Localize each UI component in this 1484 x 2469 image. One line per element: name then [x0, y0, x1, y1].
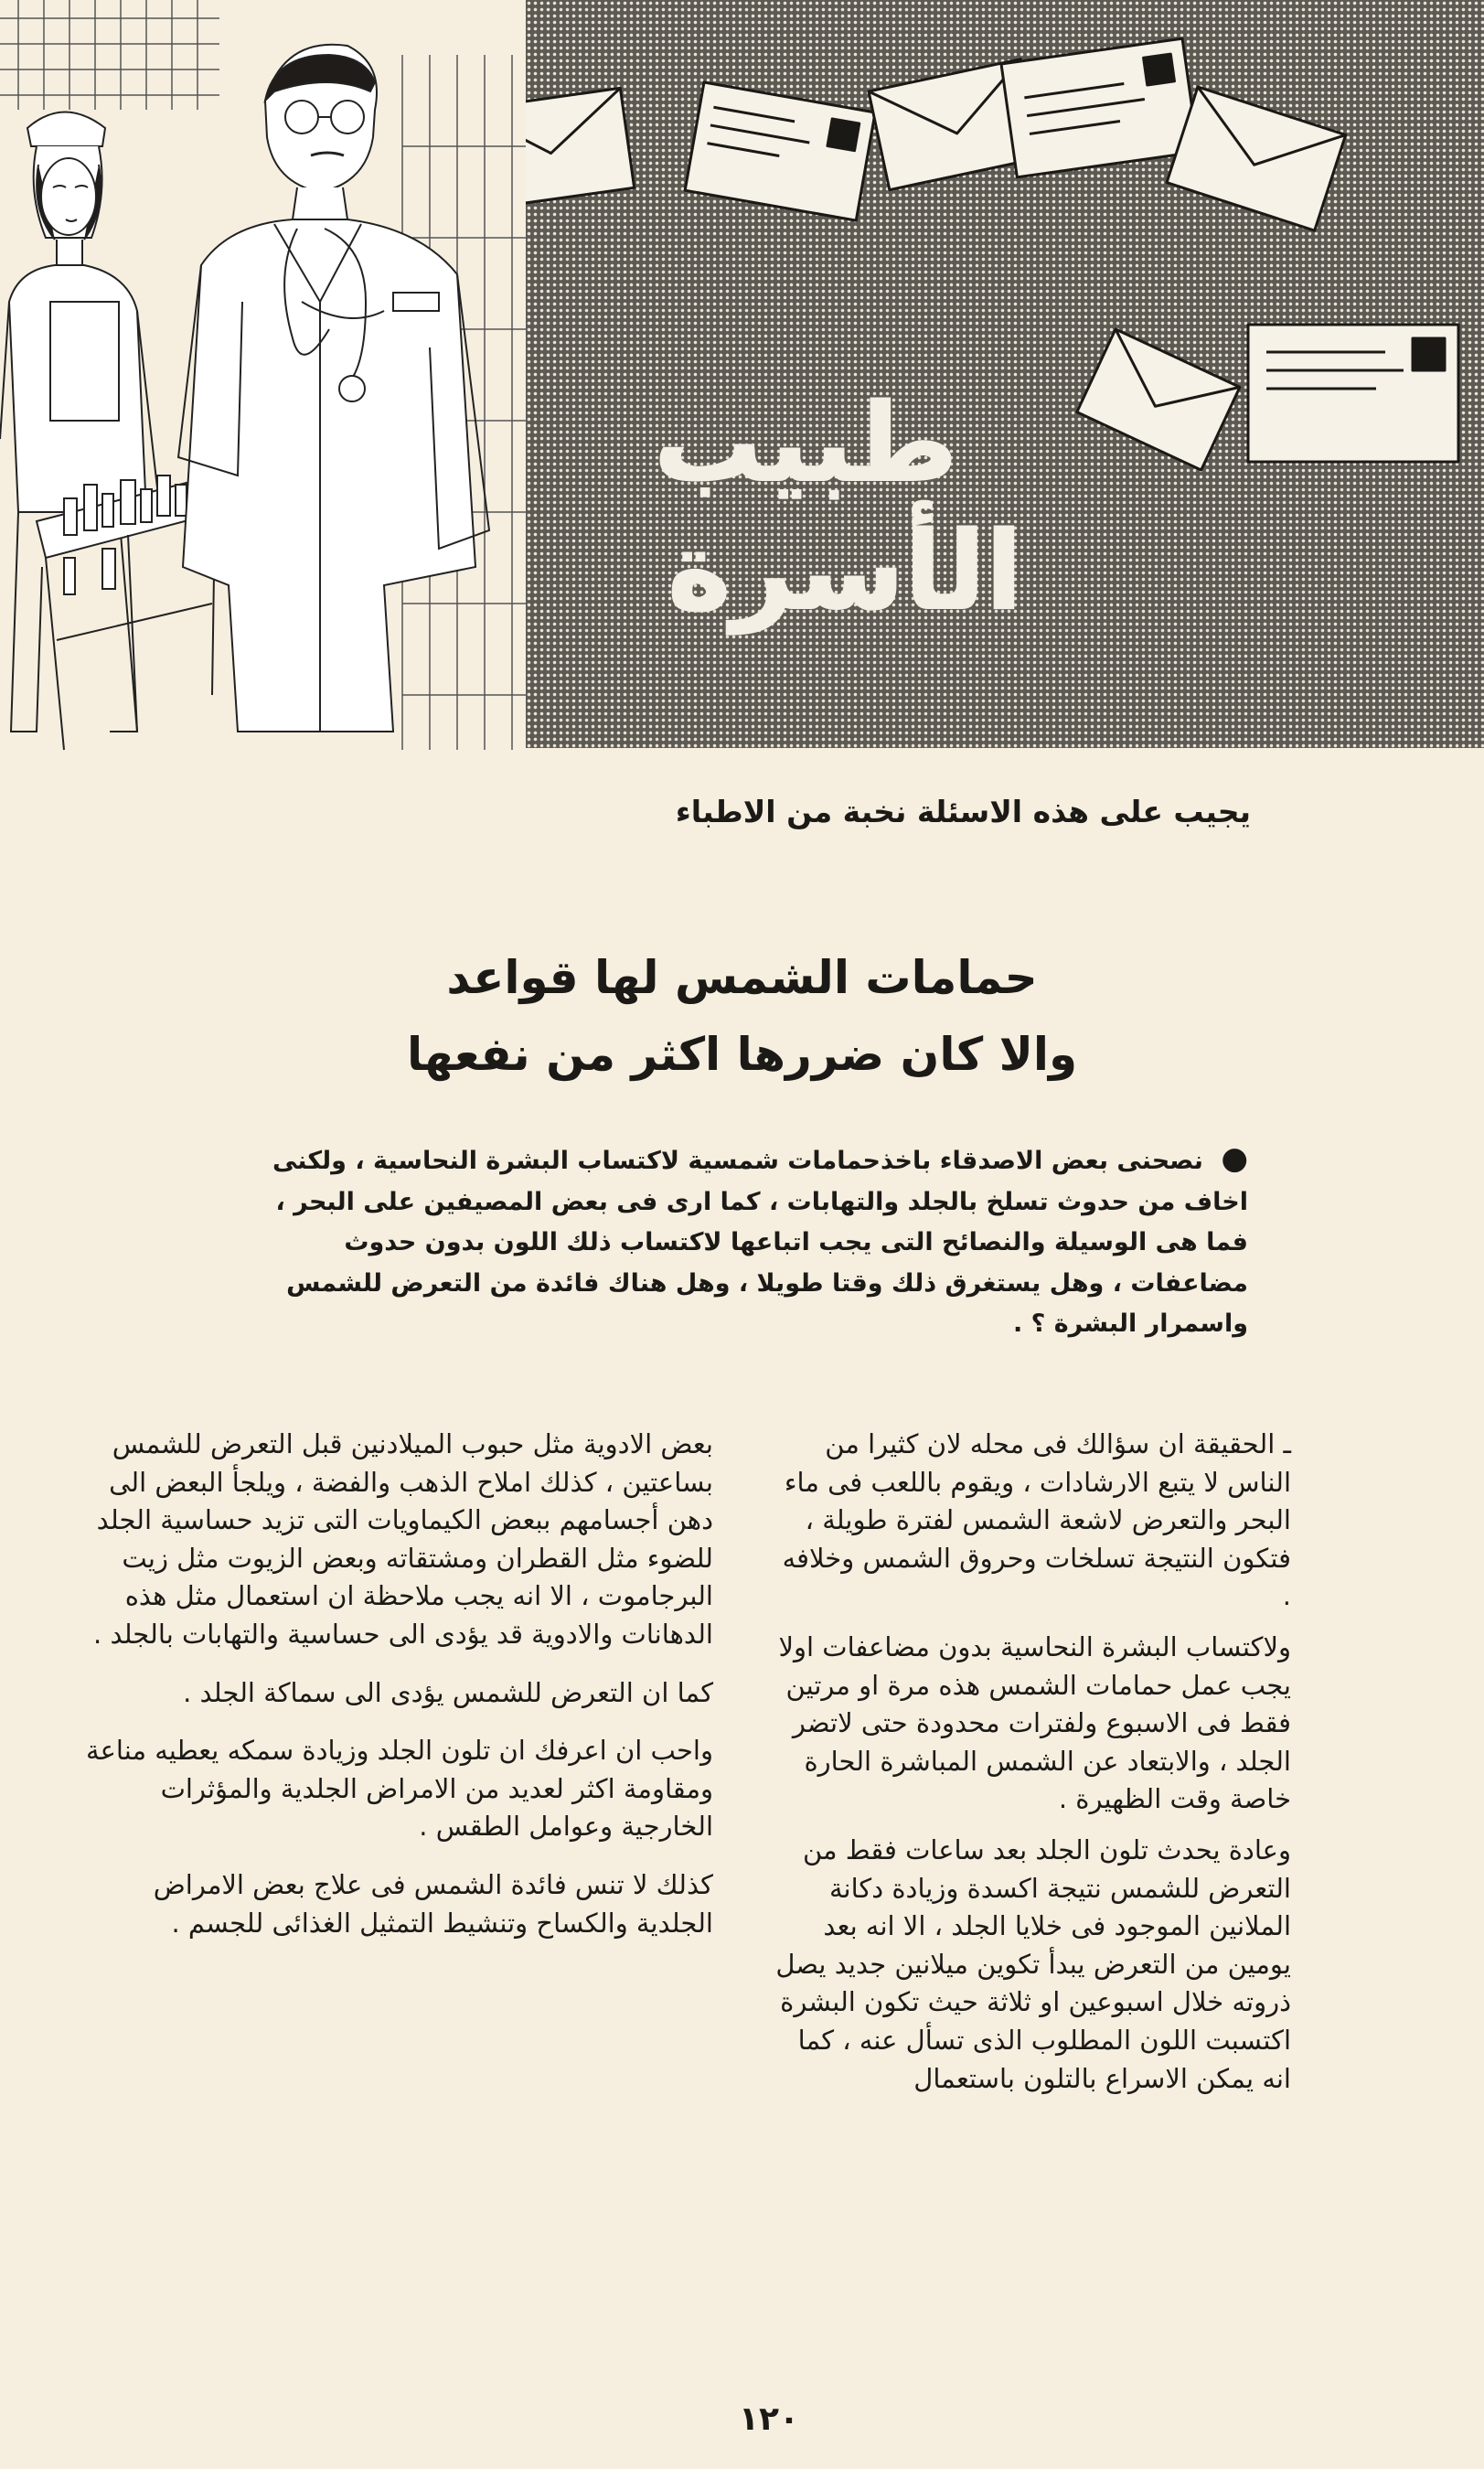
answer-column-2	[73, 1426, 713, 1962]
reader-question	[233, 1138, 1248, 1345]
doctors-illustration	[0, 0, 526, 759]
header-illustration	[0, 0, 1484, 759]
headline-line-2: والا كان ضررها اكثر من نفعها	[406, 1028, 1078, 1081]
answer-paragraph: بعض الادوية مثل حبوب الميلادنين قبل التعرض للشمس بساعتين ، كذلك املاح الذهب والفضة ، ويلجأ البعض الى دهن أجسامهم ببعض الكيماويات التى تزيد حساسية الجلد للضوء مثل القطران ومشتقاته وبعض الزيوت مثل زيت البرجاموت ، الا انه يجب ملاحظة ان استعمال مثل هذه الدهانات والادوية قد يؤدى الى حساسية والتهابات بالجلد .	[93, 1428, 713, 1650]
answer-paragraph: ـ الحقيقة ان سؤالك فى محله لان كثيرا من الناس لا يتبع الارشادات ، ويقوم باللعب فى ماء البحر والتعرض لاشعة الشمس لفترة طويلة ، فتكون النتيجة تسلخات وحروق الشمس وخلافه .	[782, 1428, 1291, 1612]
dotted-title-panel	[526, 0, 1484, 748]
answer-paragraph: كما ان التعرض للشمس يؤدى الى سماكة الجلد .	[183, 1676, 713, 1708]
intro-subtitle: يجيب على هذه الاسئلة نخبة من الاطباء	[675, 794, 1251, 829]
section-title	[526, 0, 1484, 748]
doctor-nurse-drawing	[0, 0, 526, 759]
section-title-line-1: طبيب	[654, 379, 958, 506]
answer-paragraph: وعادة يحدث تلون الجلد بعد ساعات فقط من التعرض للشمس نتيجة اكسدة وزيادة دكانة الملانين الموجود فى خلايا الجلد ، الا انه بعد يومين من التعرض يبدأ تكوين ميلانين جديد يصل ذروته خلال اسبوعين او ثلاثة حيث تكون البشرة اكتسبت اللون المطلوب الذى تسأل عنه ، كما انه يمكن الاسراع بالتلون باستعمال	[775, 1833, 1291, 2094]
answer-column-1	[766, 1426, 1291, 2111]
answer-paragraph: واحب ان اعرفك ان تلون الجلد وزيادة سمكه يعطيه مناعة ومقاومة اكثر لعديد من الامراض الجلدية والمؤثرات الخارجية وعوامل الطقس .	[86, 1735, 713, 1843]
section-title-line-2: الأسرة	[667, 508, 1023, 634]
article-headline	[183, 939, 1301, 1093]
answer-paragraph: كذلك لا تنس فائدة الشمس فى علاج بعض الامراض الجلدية والكساح وتنشيط التمثيل الغذائى للجسم .	[153, 1868, 713, 1939]
question-text: نصحنى بعض الاصدقاء باخذحمامات شمسية لاكتساب البشرة النحاسية ، ولكنى اخاف من حدوث تسلخ بالجلد والتهابات ، كما ارى فى بعض المصيفين على البحر ، فما هى الوسيلة والنصائح التى يجب اتباعها لاكتساب ذلك اللون بدون حدوث مضاعفات ، وهل يستغرق ذلك وقتا طويلا ، وهل هناك فائدة من التعرض للشمس واسمرار البشرة ؟ .	[272, 1147, 1248, 1339]
headline-line-1: حمامات الشمس لها قواعد	[446, 951, 1038, 1004]
page-number: ١٢٠	[739, 2400, 799, 2438]
answer-paragraph: ولاكتساب البشرة النحاسية بدون مضاعفات اولا يجب عمل حمامات الشمس هذه مرة او مرتين فقط فى الاسبوع ولفترات محدودة حتى لاتضر الجلد ، والابتعاد عن الشمس المباشرة الحارة خاصة وقت الظهيرة .	[778, 1630, 1291, 1815]
question-bullet-icon: ●	[1221, 1140, 1248, 1177]
